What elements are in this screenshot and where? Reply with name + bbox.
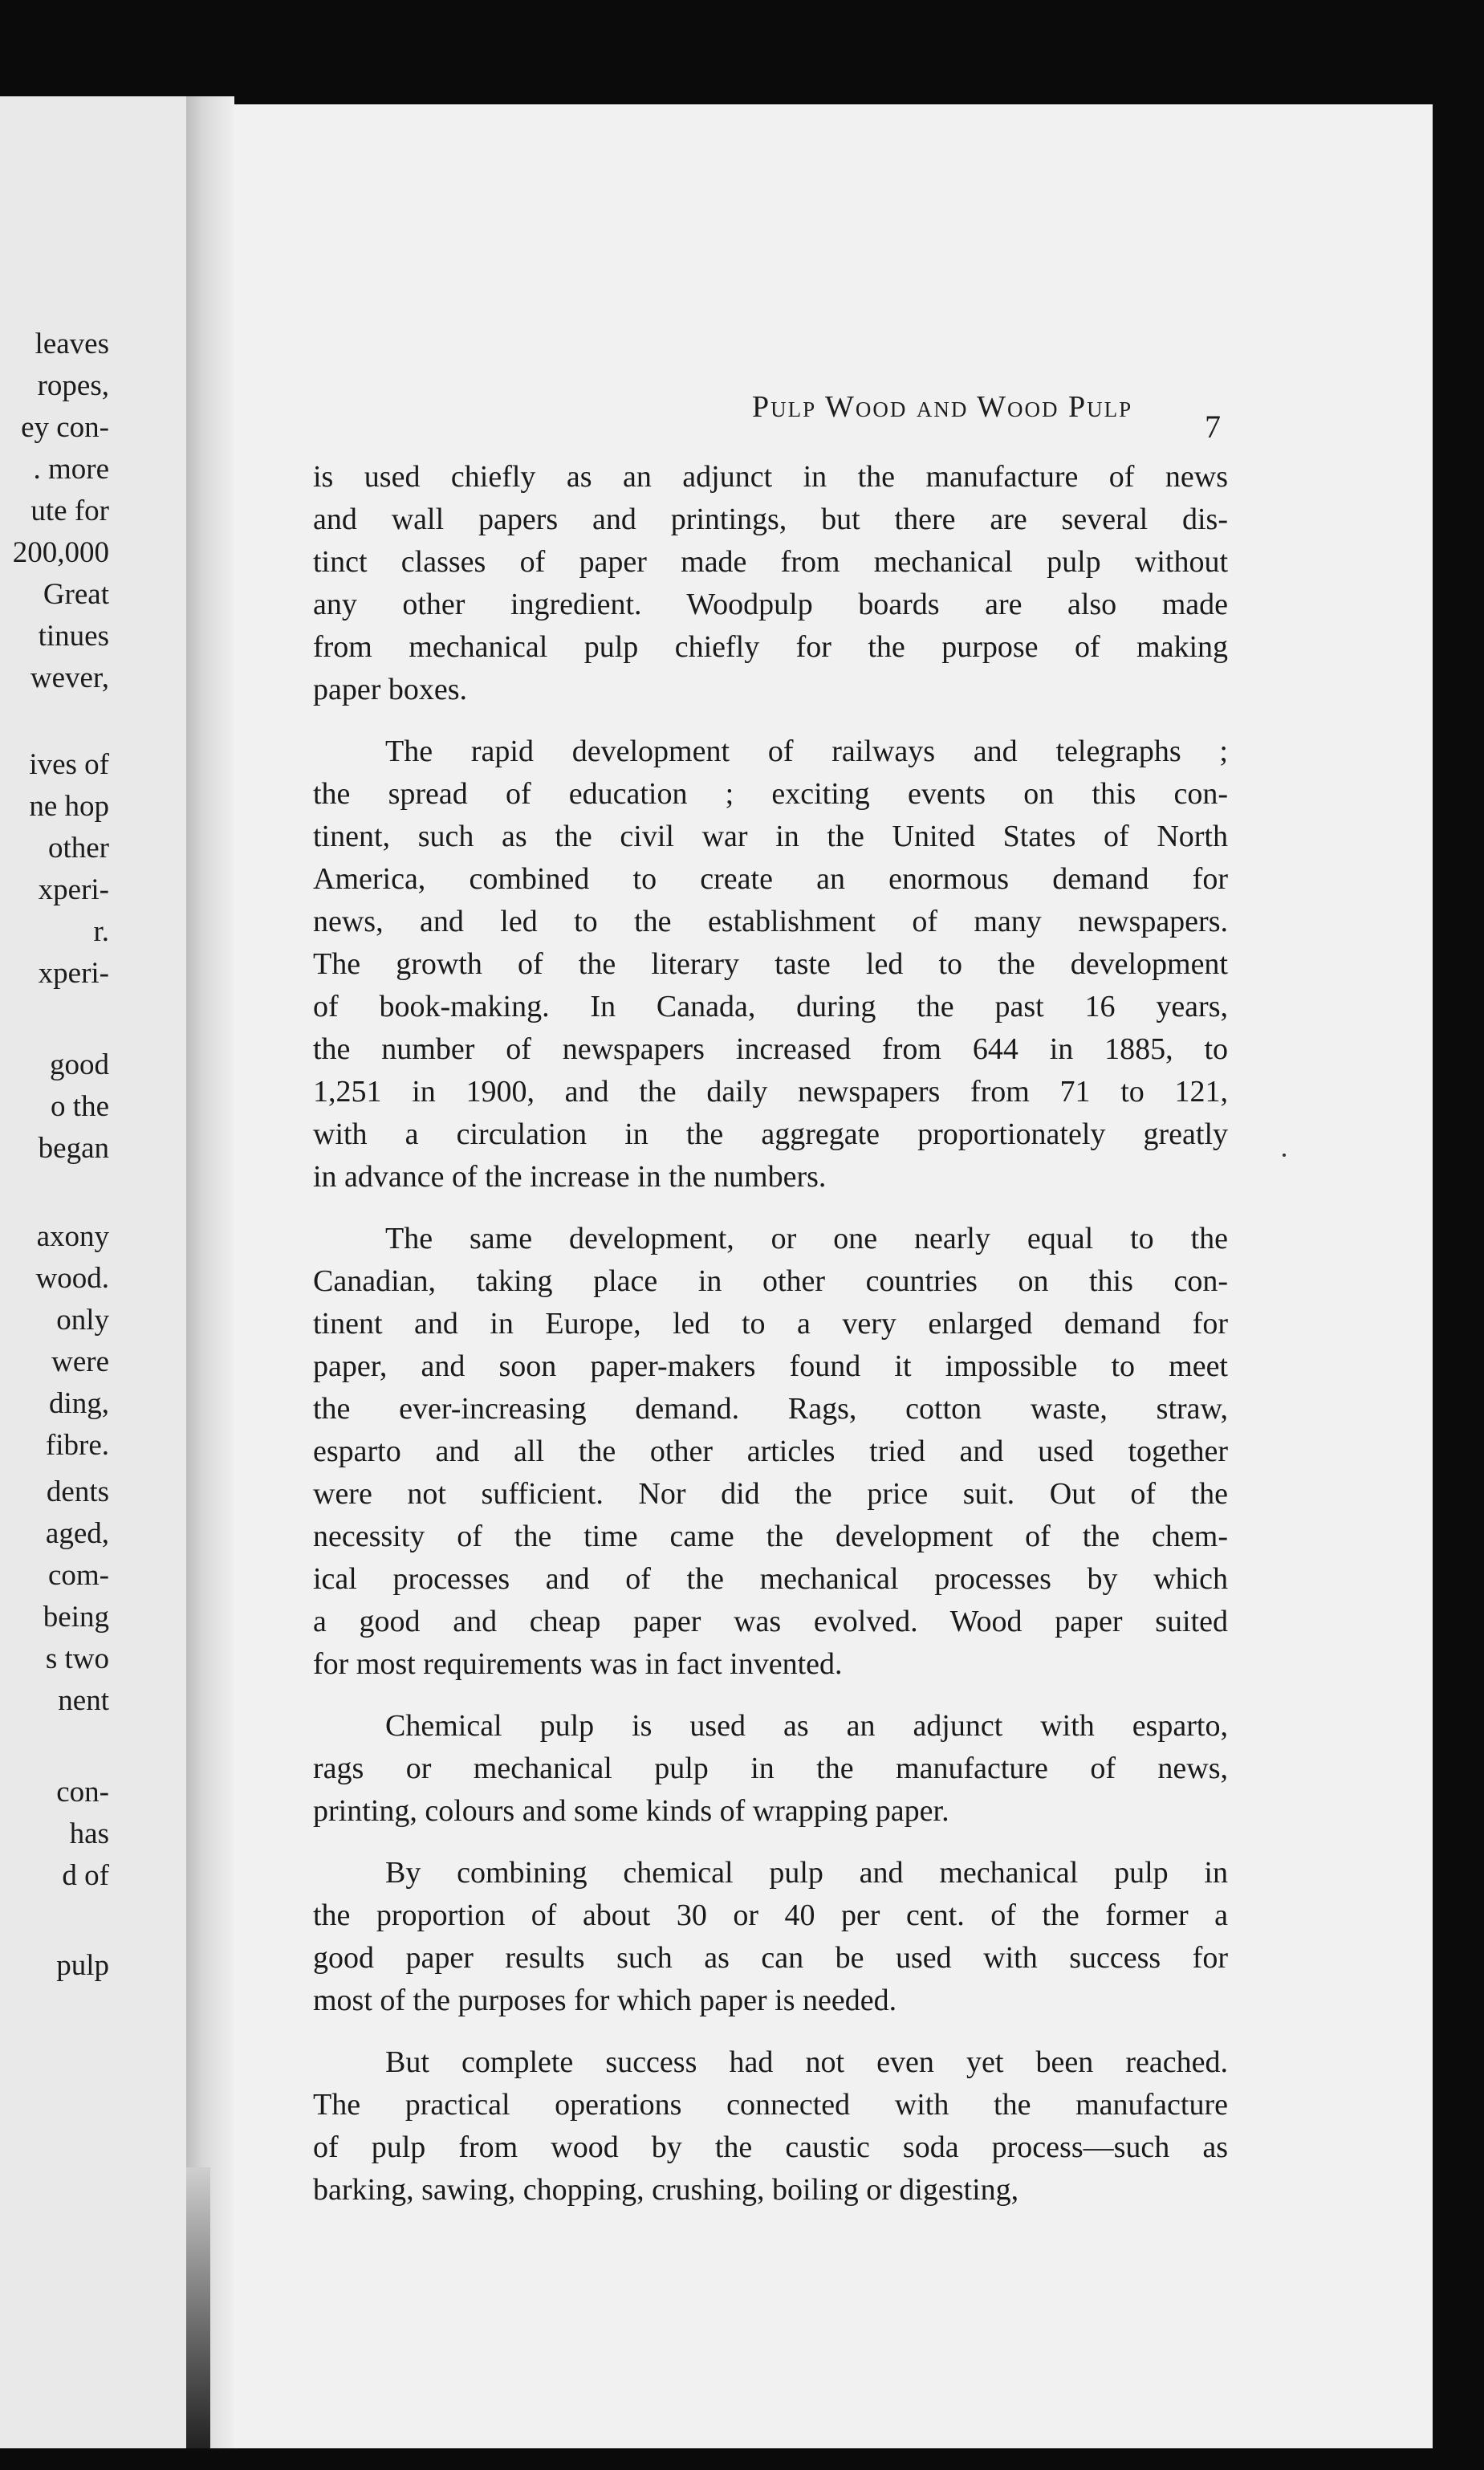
facing-page-fragment: wever, — [30, 661, 109, 694]
text-line: The rapid development of railways and telegraphs ; — [385, 734, 1228, 768]
facing-page-fragment: axony — [36, 1220, 109, 1253]
text-line: the proportion of about 30 or 40 per cent. of the former a — [313, 1898, 1228, 1932]
text-line: America, combined to create an enormous demand for — [313, 862, 1228, 896]
facing-page-fragment: fibre. — [45, 1429, 109, 1462]
text-line: is used chiefly as an adjunct in the manufacture of news — [313, 460, 1228, 494]
text-line: 1,251 in 1900, and the daily newspapers from 71 to 121, — [313, 1075, 1228, 1109]
facing-page — [0, 96, 186, 2448]
book-gutter — [186, 96, 234, 2448]
facing-page-fragment: only — [56, 1304, 109, 1337]
facing-page-fragment: Great — [43, 578, 109, 611]
text-line: a good and cheap paper was evolved. Wood paper suited — [313, 1605, 1228, 1638]
facing-page-fragment: o the — [51, 1090, 109, 1123]
text-line: the ever-increasing demand. Rags, cotton waste, straw, — [313, 1392, 1228, 1426]
facing-page-fragment: were — [51, 1345, 109, 1378]
text-line: The growth of the literary taste led to the development — [313, 947, 1228, 981]
facing-page-fragment: ey con- — [21, 411, 109, 444]
text-line: with a circulation in the aggregate proportionately greatly — [313, 1117, 1228, 1151]
facing-page-fragment: leaves — [35, 328, 109, 360]
text-line: from mechanical pulp chiefly for the purpose of making — [313, 630, 1228, 664]
text-line: the number of newspapers increased from 644 in 1885, to — [313, 1032, 1228, 1066]
facing-page-fragment: s two — [45, 1642, 109, 1675]
page-number: 7 — [1205, 409, 1221, 445]
facing-page-fragment: good — [50, 1048, 109, 1081]
facing-page-fragment: com- — [47, 1559, 109, 1592]
facing-page-fragment: 200,000 — [12, 536, 109, 569]
text-line: paper, and soon paper-makers found it impossible to meet — [313, 1349, 1228, 1383]
text-line: tinent, such as the civil war in the United States of North — [313, 820, 1228, 853]
text-line: printing, colours and some kinds of wrapping paper. — [313, 1794, 949, 1828]
text-line: good paper results such as can be used with success for — [313, 1941, 1228, 1975]
gutter-shadow — [186, 2167, 210, 2448]
facing-page-fragment: ives of — [29, 748, 109, 781]
running-header: Pulp Wood and Wood Pulp — [752, 390, 1133, 424]
facing-page-fragment: xperi- — [38, 957, 109, 990]
text-line: The same development, or one nearly equal to the — [385, 1222, 1228, 1255]
facing-page-fragment: d of — [62, 1859, 109, 1892]
facing-page-fragment: con- — [56, 1776, 109, 1809]
facing-page-fragment: wood. — [35, 1262, 109, 1295]
facing-page-fragment: ne hop — [29, 790, 109, 823]
facing-page-fragment: r. — [93, 915, 109, 948]
facing-page-fragment: ropes, — [37, 369, 109, 402]
text-line: tinent and in Europe, led to a very enlarged demand for — [313, 1307, 1228, 1341]
text-line: any other ingredient. Woodpulp boards are also made — [313, 588, 1228, 621]
text-line: ical processes and of the mechanical processes by which — [313, 1562, 1228, 1596]
text-line: and wall papers and printings, but there are several dis- — [313, 503, 1228, 536]
text-line: news, and led to the establishment of many newspapers. — [313, 905, 1228, 938]
text-line: the spread of education ; exciting events on this con- — [313, 777, 1228, 811]
facing-page-fragment: began — [38, 1132, 109, 1165]
facing-page-fragment: other — [47, 832, 109, 865]
facing-page-fragment: tinues — [38, 620, 109, 653]
text-line: in advance of the increase in the numbers. — [313, 1160, 827, 1194]
facing-page-fragment: ding, — [48, 1387, 109, 1420]
text-line: rags or mechanical pulp in the manufacture of news, — [313, 1752, 1228, 1785]
text-line: Canadian, taking place in other countries on this con- — [313, 1264, 1228, 1298]
text-line: necessity of the time came the development of the chem- — [313, 1520, 1228, 1553]
body-text — [313, 456, 1228, 2212]
text-line: paper boxes. — [313, 673, 468, 706]
facing-page-fragment: has — [69, 1817, 109, 1850]
text-line: esparto and all the other articles tried and used together — [313, 1434, 1228, 1468]
text-line: The practical operations connected with the manufacture — [313, 2088, 1228, 2122]
text-line: of book-making. In Canada, during the past 16 years, — [313, 990, 1228, 1023]
ink-speck — [1283, 1154, 1286, 1157]
text-line: for most requirements was in fact invented. — [313, 1647, 843, 1681]
text-line: were not sufficient. Nor did the price suit. Out of the — [313, 1477, 1228, 1511]
facing-page-fragment: xperi- — [38, 873, 109, 906]
facing-page-fragment: aged, — [45, 1517, 109, 1550]
text-line: Chemical pulp is used as an adjunct with esparto, — [385, 1709, 1228, 1743]
text-line: of pulp from wood by the caustic soda process—such as — [313, 2130, 1228, 2164]
facing-page-fragment: ute for — [30, 494, 109, 527]
facing-page-fragment: pulp — [56, 1949, 109, 1982]
facing-page-fragment: nent — [58, 1684, 109, 1717]
facing-page-fragment: . more — [33, 453, 109, 486]
text-line: tinct classes of paper made from mechanical pulp without — [313, 545, 1228, 579]
text-line: most of the purposes for which paper is needed. — [313, 1984, 897, 2017]
text-line: But complete success had not even yet been reached. — [385, 2045, 1228, 2079]
page — [234, 104, 1433, 2448]
text-line: barking, sawing, chopping, crushing, boiling or digesting, — [313, 2173, 1019, 2207]
facing-page-fragment: dents — [46, 1475, 109, 1508]
facing-page-fragment: being — [43, 1601, 109, 1634]
text-line: By combining chemical pulp and mechanical pulp in — [385, 1856, 1228, 1890]
